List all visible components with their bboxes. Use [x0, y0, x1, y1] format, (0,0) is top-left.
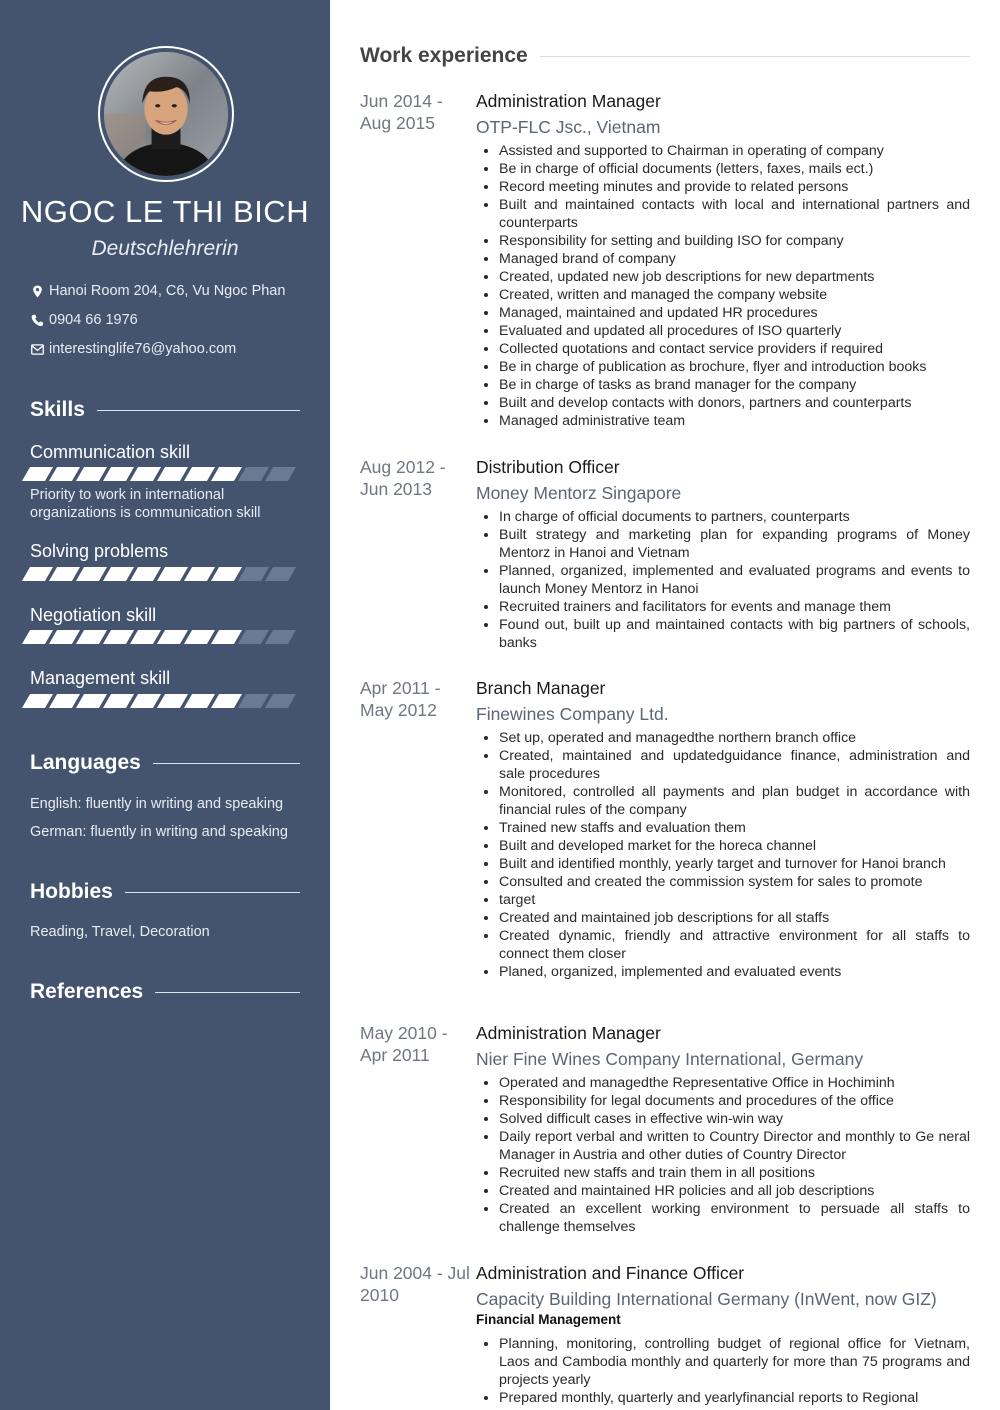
job-duty-item: • Operated and managedthe Representative Office in Hochiminh	[499, 1074, 970, 1092]
rating-segment-filled	[103, 467, 134, 481]
rating-segment-filled	[22, 630, 53, 644]
languages-heading-text: Languages	[30, 751, 141, 774]
rating-segment-filled	[76, 567, 107, 581]
references-heading-text: References	[30, 980, 144, 1003]
work-experience-heading	[360, 44, 970, 68]
job-duty-item: • Be in charge of publication as brochure, flyer and introduction books	[499, 358, 970, 376]
hobbies-text: Reading, Travel, Decoration	[30, 924, 210, 940]
skill-rating-bar	[26, 694, 301, 708]
job-company: Nier Fine Wines Company International, Germany	[476, 1049, 864, 1069]
job-duties-list	[476, 508, 970, 652]
rating-segment-filled	[211, 694, 242, 708]
rating-segment-empty	[265, 467, 296, 481]
rating-segment-filled	[76, 630, 107, 644]
job-duty-item: • Trained new staffs and evaluation them	[499, 819, 970, 837]
job-duty-item: • Record meeting minutes and provide to related persons	[499, 178, 970, 196]
rating-segment-empty	[265, 567, 296, 581]
sidebar	[0, 0, 330, 1410]
job-duty-item: • Built and maintained contacts with local and international partners and counterparts	[499, 196, 970, 232]
rating-segment-filled	[130, 694, 161, 708]
rating-segment-filled	[49, 567, 80, 581]
job-details	[476, 1262, 970, 1407]
skill-rating-bar	[26, 567, 301, 581]
job-duty-item: • Planned, organized, implemented and evaluated programs and events to launch Money Mentorz in Hanoi	[499, 562, 970, 598]
rating-segment-empty	[265, 630, 296, 644]
job-duty-item: • Built strategy and marketing plan for expanding programs of Money Mentorz in Hanoi and Vietnam	[499, 526, 970, 562]
address-text: Hanoi Room 204, C6, Vu Ngoc Phan	[49, 283, 286, 299]
language-item: German: fluently in writing and speaking	[30, 824, 288, 840]
job-duty-item: • Created and maintained HR policies and all job descriptions	[499, 1182, 970, 1200]
rating-segment-filled	[157, 630, 188, 644]
job-role: Distribution Officer	[476, 457, 620, 477]
job-company: OTP-FLC Jsc., Vietnam	[476, 117, 661, 137]
rating-segment-filled	[130, 467, 161, 481]
job-duty-item: • Collected quotations and contact service providers if required	[499, 340, 970, 358]
job-duty-item: • In charge of official documents to partners, counterparts	[499, 508, 970, 526]
rating-segment-filled	[49, 694, 80, 708]
map-pin-icon	[30, 284, 44, 298]
languages-heading	[30, 751, 300, 775]
rating-segment-filled	[184, 694, 215, 708]
job-duty-item: • Daily report verbal and written to Country Director and monthly to Ge neral Manager in Austria and other duties of Country Director	[499, 1128, 970, 1164]
job-duty-item: • Planed, organized, implemented and evaluated events	[499, 963, 970, 981]
phone-text: 0904 66 1976	[49, 312, 138, 328]
job-duty-item: • Prepared monthly, quarterly and yearlyfinancial reports to Regional	[499, 1389, 970, 1407]
rating-segment-filled	[211, 467, 242, 481]
rating-segment-filled	[157, 567, 188, 581]
skill-name: Communication skill	[30, 442, 191, 462]
profile-photo	[104, 52, 228, 176]
profile-title: Deutschlehrerin	[91, 237, 239, 260]
job-date: Aug 2012 - Jun 2013	[360, 457, 446, 499]
job-subheading: Financial Management	[476, 1312, 621, 1327]
job-duty-item: • Managed, maintained and updated HR procedures	[499, 304, 970, 322]
rating-segment-empty	[265, 694, 296, 708]
rating-segment-filled	[22, 694, 53, 708]
job-duty-item: • Solved difficult cases in effective win-win way	[499, 1110, 970, 1128]
job-duties-list	[476, 1335, 970, 1407]
skill-name: Management skill	[30, 668, 171, 688]
job-role: Administration Manager	[476, 1023, 661, 1043]
rating-segment-filled	[103, 694, 134, 708]
divider	[155, 992, 300, 993]
job-duties-list	[476, 1074, 970, 1236]
job-duty-item: • Created, written and managed the company website	[499, 286, 970, 304]
rating-segment-filled	[184, 567, 215, 581]
envelope-icon	[30, 342, 44, 356]
hobbies-heading-text: Hobbies	[30, 880, 113, 903]
job-duty-item: • Created, maintained and updatedguidance finance, administration and sale procedures	[499, 747, 970, 783]
job-role: Administration Manager	[476, 91, 661, 111]
rating-segment-filled	[157, 694, 188, 708]
work-heading-text: Work experience	[360, 44, 528, 67]
job-duty-item: • Responsibility for legal documents and procedures of the office	[499, 1092, 970, 1110]
job-date: Jun 2014 - Aug 2015	[360, 91, 443, 133]
skill-rating-bar	[26, 467, 301, 481]
rating-segment-filled	[184, 630, 215, 644]
skills-heading-text: Skills	[30, 398, 85, 421]
contact-email[interactable]	[30, 341, 236, 357]
job-duty-item: • Created dynamic, friendly and attractive environment for all staffs to connect them closer	[499, 927, 970, 963]
job-duty-item: • Built and identified monthly, yearly target and turnover for Hanoi branch	[499, 855, 970, 873]
job-duty-item: • Created, updated new job descriptions for new departments	[499, 268, 970, 286]
skill-rating-bar	[26, 630, 301, 644]
divider	[97, 410, 300, 411]
skills-heading	[30, 398, 300, 422]
job-details	[476, 90, 970, 430]
hobbies-heading	[30, 880, 300, 904]
rating-segment-empty	[238, 630, 269, 644]
job-duty-item: • Planning, monitoring, controlling budget of regional office for Vietnam, Laos and Cambodia monthly and quarterly for more than 75 programs and projects yearly	[499, 1335, 970, 1389]
rating-segment-filled	[103, 630, 134, 644]
rating-segment-empty	[238, 567, 269, 581]
rating-segment-filled	[76, 467, 107, 481]
rating-segment-filled	[49, 630, 80, 644]
avatar-frame	[98, 46, 234, 182]
job-company: Capacity Building International Germany (InWent, now GIZ)	[476, 1289, 937, 1309]
language-item: English: fluently in writing and speaking	[30, 796, 284, 812]
rating-segment-filled	[211, 567, 242, 581]
rating-segment-empty	[238, 467, 269, 481]
job-role: Administration and Finance Officer	[476, 1263, 745, 1283]
rating-segment-filled	[211, 630, 242, 644]
job-duty-item: • Assisted and supported to Chairman in operating of company	[499, 142, 970, 160]
job-duty-item: • Be in charge of official documents (letters, faxes, mails ect.)	[499, 160, 970, 178]
job-duty-item: • Recruited trainers and facilitators for events and manage them	[499, 598, 970, 616]
job-duty-item: • target	[499, 891, 970, 909]
job-duty-item: • Created an excellent working environment to persuade all staffs to challenge themselves	[499, 1200, 970, 1236]
divider	[540, 56, 970, 57]
job-duty-item: • Evaluated and updated all procedures of ISO quarterly	[499, 322, 970, 340]
job-duty-item: • Built and develop contacts with donors, partners and counterparts	[499, 394, 970, 412]
rating-segment-filled	[130, 630, 161, 644]
rating-segment-filled	[103, 567, 134, 581]
rating-segment-filled	[49, 467, 80, 481]
job-duties-list	[476, 729, 970, 981]
job-duty-item: • Built and developed market for the horeca channel	[499, 837, 970, 855]
job-duty-item: • Responsibility for setting and building ISO for company	[499, 232, 970, 250]
job-details	[476, 456, 970, 652]
job-details	[476, 1022, 970, 1236]
rating-segment-filled	[157, 467, 188, 481]
contact-address	[30, 283, 285, 299]
rating-segment-filled	[130, 567, 161, 581]
job-date: Jun 2004 - Jul 2010	[360, 1263, 470, 1305]
rating-segment-filled	[22, 567, 53, 581]
job-date: May 2010 - Apr 2011	[360, 1023, 448, 1065]
job-date: Apr 2011 - May 2012	[360, 678, 441, 720]
job-role: Branch Manager	[476, 678, 606, 698]
job-details	[476, 677, 970, 981]
rating-segment-filled	[76, 694, 107, 708]
email-link[interactable]: interestinglife76@yahoo.com	[49, 341, 237, 357]
job-duty-item: • Recruited new staffs and train them in all positions	[499, 1164, 970, 1182]
rating-segment-empty	[238, 694, 269, 708]
rating-segment-filled	[22, 467, 53, 481]
avatar	[104, 52, 228, 176]
skill-name: Solving problems	[30, 541, 169, 561]
job-duty-item: • Created and maintained job descriptions for all staffs	[499, 909, 970, 927]
phone-icon	[30, 313, 44, 327]
job-duty-item: • Found out, built up and maintained contacts with big partners of schools, banks	[499, 616, 970, 652]
job-company: Money Mentorz Singapore	[476, 483, 682, 503]
job-duty-item: • Managed administrative team	[499, 412, 970, 430]
references-heading	[30, 980, 300, 1004]
job-duties-list	[476, 142, 970, 430]
profile-name: NGOC LE THI BICH	[20, 194, 310, 229]
skill-description: Priority to work in international organizations is communication skill	[30, 487, 261, 521]
divider	[153, 763, 300, 764]
skill-name: Negotiation skill	[30, 605, 157, 625]
job-duty-item: • Managed brand of company	[499, 250, 970, 268]
job-duty-item: • Set up, operated and managedthe northern branch office	[499, 729, 970, 747]
divider	[125, 892, 300, 893]
rating-segment-filled	[184, 467, 215, 481]
contact-phone	[30, 312, 138, 328]
job-duty-item: • Monitored, controlled all payments and plan budget in accordance with financial rules of the company	[499, 783, 970, 819]
job-duty-item: • Be in charge of tasks as brand manager for the company	[499, 376, 970, 394]
job-duty-item: • Consulted and created the commission system for sales to promote	[499, 873, 970, 891]
job-company: Finewines Company Ltd.	[476, 704, 669, 724]
